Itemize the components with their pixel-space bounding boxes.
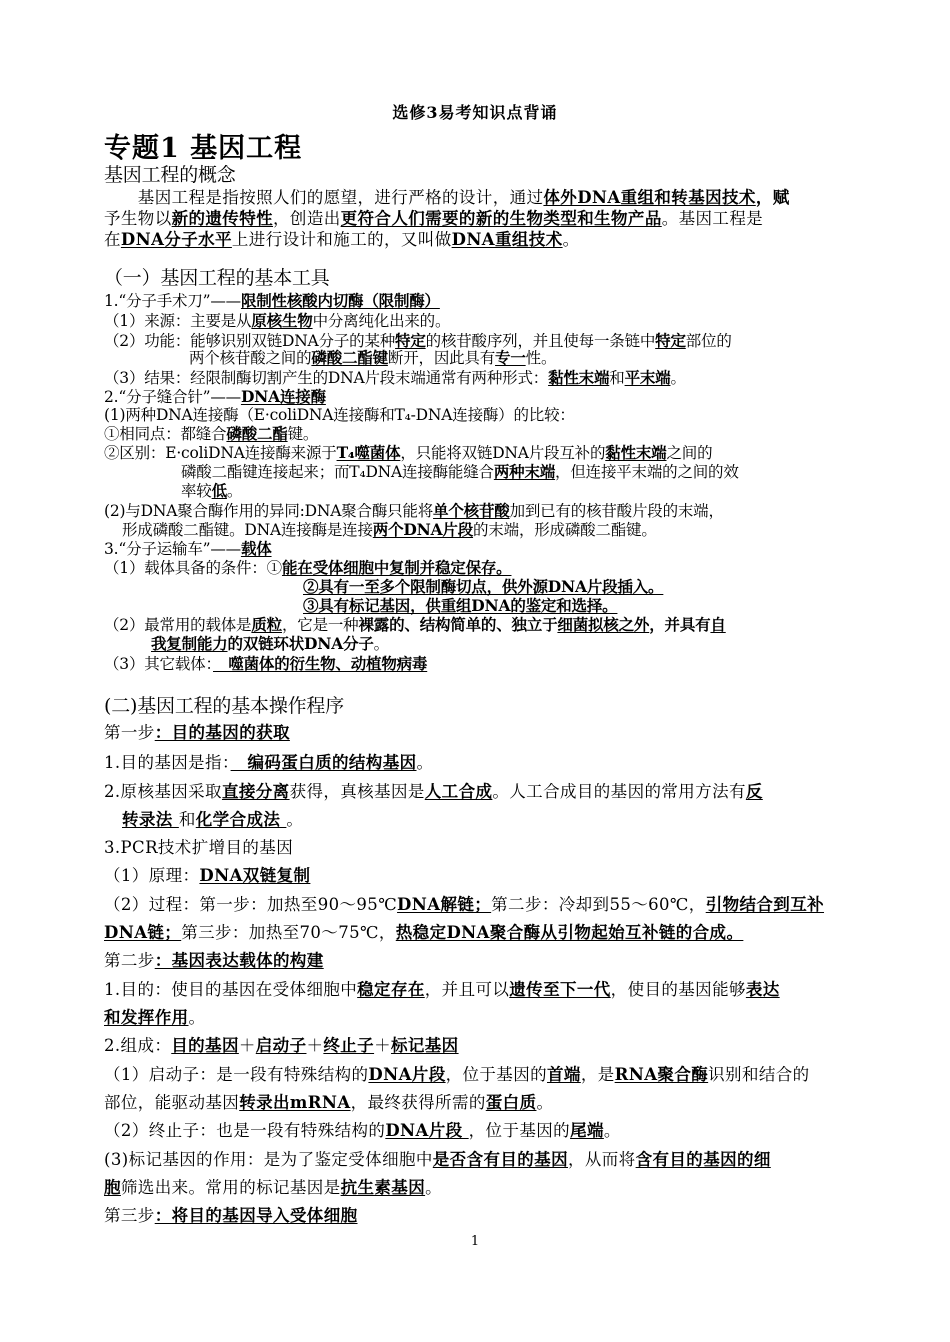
tool-1-title: 1.“分子手术刀”——限制性核酸内切酶（限制酶） bbox=[104, 291, 440, 310]
step-2-marker-b: 胞筛选出来。常用的标记基因是抗生素基因。 bbox=[104, 1178, 443, 1197]
tool-1-function-a: （2）功能：能够识别双链DNA分子的某种特定的核苷酸序列，并且使每一条链中特定部位的 bbox=[104, 331, 732, 350]
tool-2-polymerase-b: 形成磷酸二酯键。DNA连接酶是连接两个DNA片段的末端，形成磷酸二酯键。 bbox=[122, 520, 657, 539]
procedure-heading: (二)基因工程的基本操作程序 bbox=[104, 695, 345, 717]
page-number: 1 bbox=[470, 1234, 480, 1249]
topic-title: 专题1 基因工程 bbox=[104, 133, 303, 164]
step-1-pcr-process-b: DNA链；第三步：加热至70～75℃，热稳定DNA聚合酶从引物起始互补链的合成。 bbox=[104, 923, 744, 942]
step-2-purpose-b: 和发挥作用。 bbox=[104, 1008, 206, 1027]
tool-2-diff-c: 率较低。 bbox=[181, 481, 243, 500]
step-2-purpose-a: 1.目的：使目的基因在受体细胞中稳定存在，并且可以遗传至下一代，使目的基因能够表达 bbox=[104, 980, 780, 999]
tool-3-plasmid-b: 我复制能力的双链环状DNA分子。 bbox=[151, 634, 389, 653]
step-2-terminator: （2）终止子：也是一段有特殊结构的DNA片段 ，位于基因的尾端。 bbox=[104, 1121, 621, 1140]
tool-3-plasmid-a: （2）最常用的载体是质粒，它是一种裸露的、结构简单的、独立于细菌拟核之外，并具有自 bbox=[104, 615, 726, 634]
step-2-marker-a: (3)标记基因的作用：是为了鉴定受体细胞中是否含有目的基因，从而将含有目的基因的细 bbox=[104, 1150, 771, 1169]
tool-1-source: （1）来源：主要是从原核生物中分离纯化出来的。 bbox=[104, 311, 451, 330]
tool-2-polymerase-a: (2)与DNA聚合酶作用的异同:DNA聚合酶只能将单个核苷酸加到已有的核苷酸片段的末端， bbox=[104, 501, 724, 520]
tool-1-function-b: 两个核苷酸之间的磷酸二酯键断开，因此具有专一性。 bbox=[189, 348, 557, 367]
concept-line-3: 在DNA分子水平上进行设计和施工的，又叫做DNA重组技术。 bbox=[104, 230, 580, 249]
concept-line-2: 予生物以新的遗传特性，创造出更符合人们需要的新的生物类型和生物产品。基因工程是 bbox=[104, 209, 764, 228]
concept-heading: 基因工程的概念 bbox=[104, 164, 236, 186]
tool-2-same: ①相同点：都缝合磷酸二酯键。 bbox=[104, 424, 319, 443]
step-1-line-2a: 2.原核基因采取直接分离获得，真核基因是人工合成。人工合成目的基因的常用方法有反 bbox=[104, 782, 763, 801]
concept-line-1: 基因工程是指按照人们的愿望，进行严格的设计，通过体外DNA重组和转基因技术，赋 bbox=[104, 188, 790, 207]
step-2-title: 第二步：基因表达载体的构建 bbox=[104, 951, 324, 970]
step-1-pcr: 3.PCR技术扩增目的基因 bbox=[104, 838, 294, 857]
tool-2-diff-a: ②区别：E·coliDNA连接酶来源于T₄噬菌体，只能将双链DNA片段互补的黏性末端之间的 bbox=[104, 443, 713, 462]
step-2-promoter-a: （1）启动子：是一段有特殊结构的DNA片段，位于基因的首端，是RNA聚合酶识别和结合的 bbox=[104, 1065, 810, 1084]
step-3-title: 第三步：将目的基因导入受体细胞 bbox=[104, 1206, 358, 1225]
step-1-pcr-process-a: （2）过程：第一步：加热至90～95℃DNA解链；第二步：冷却到55～60℃，引物结合到互补 bbox=[104, 895, 825, 914]
tool-2-diff-b: 磷酸二酯键连接起来；而T₄DNA连接酶能缝合两种末端，但连接平末端的之间的效 bbox=[181, 462, 739, 481]
tools-heading: （一）基因工程的基本工具 bbox=[104, 267, 330, 289]
step-1-line-1: 1.目的基因是指： 编码蛋白质的结构基因。 bbox=[104, 753, 434, 772]
tool-3-other: （3）其它载体： 噬菌体的衍生物、动植物病毒 bbox=[104, 654, 428, 673]
tool-2-compare: (1)两种DNA连接酶（E·coliDNA连接酶和T₄-DNA连接酶）的比较： bbox=[104, 406, 575, 424]
tool-3-cond-3: ③具有标记基因，供重组DNA的鉴定和选择。 bbox=[303, 596, 618, 615]
tool-3-title: 3.“分子运输车”——载体 bbox=[104, 539, 272, 558]
step-2-promoter-b: 部位，能驱动基因转录出mRNA，最终获得所需的蛋白质。 bbox=[104, 1093, 554, 1112]
step-1-title: 第一步：目的基因的获取 bbox=[104, 723, 290, 742]
step-2-composition: 2.组成：目的基因＋启动子＋终止子＋标记基因 bbox=[104, 1036, 459, 1055]
tool-3-cond-2: ②具有一至多个限制酶切点，供外源DNA片段插入。 bbox=[303, 577, 664, 596]
tool-3-cond-1: （1）载体具备的条件：①能在受体细胞中复制并稳定保存。 bbox=[104, 558, 512, 577]
step-1-pcr-principle: （1）原理：DNA双链复制 bbox=[104, 866, 311, 885]
tool-2-title: 2.“分子缝合针”——DNA连接酶 bbox=[104, 387, 326, 406]
document-header-title: 选修3易考知识点背诵 bbox=[392, 103, 558, 122]
tool-1-result: （3）结果：经限制酶切割产生的DNA片段末端通常有两种形式：黏性末端和平末端。 bbox=[104, 368, 686, 387]
step-1-line-2b: 转录法 和化学合成法 。 bbox=[122, 810, 304, 829]
